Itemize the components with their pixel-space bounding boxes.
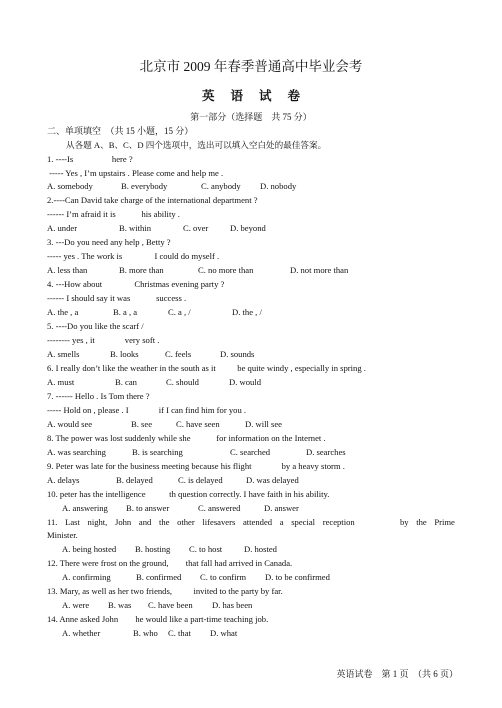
question-2-line-2: ------ I’m afraid it is his ability . bbox=[47, 209, 180, 219]
question-3-option-d: D. not more than bbox=[290, 265, 349, 275]
page-footer: 英语试卷 第 1 页 （共 6 页） bbox=[336, 669, 458, 679]
question-6-option-d: D. would bbox=[229, 377, 261, 387]
question-11-option-c: C. to host bbox=[189, 544, 223, 554]
question-7-option-d: D. will see bbox=[245, 419, 282, 429]
q11-w1: 11. bbox=[47, 517, 58, 527]
question-1-option-a: A. somebody bbox=[47, 181, 93, 191]
question-8-option-a: A. was searching bbox=[47, 447, 106, 457]
question-14-option-b: B. who bbox=[133, 628, 158, 638]
question-7-option-b: B. see bbox=[131, 419, 153, 429]
question-2-option-d: D. beyond bbox=[230, 223, 266, 233]
question-5-line-2: -------- yes , it very soft . bbox=[47, 335, 160, 345]
question-7-line-2: ----- Hold on , please . I if I can find him for you . bbox=[47, 405, 247, 415]
question-10-option-b: B. to answer bbox=[126, 503, 170, 513]
question-8-option-b: B. is searching bbox=[132, 447, 183, 457]
question-3-option-b: B. more than bbox=[119, 265, 164, 275]
question-4-option-b: B. a , a bbox=[113, 307, 138, 317]
question-2-option-a: A. under bbox=[47, 223, 78, 233]
question-9-stem: 9. Peter was late for the business meeting because his flight by a heavy storm . bbox=[47, 461, 345, 471]
question-5-option-d: D. sounds bbox=[220, 349, 255, 359]
question-11-stem: 11. Last night, John and the other lifesavers attended a special reception by the Prime bbox=[47, 517, 455, 527]
question-1-option-b: B. everybody bbox=[121, 181, 168, 191]
question-7-option-c: C. have seen bbox=[176, 419, 220, 429]
question-14-option-a: A. whether bbox=[62, 628, 101, 638]
question-13-option-c: C. have been bbox=[148, 600, 193, 610]
question-10-option-d: D. answer bbox=[264, 503, 299, 513]
question-13-option-b: B. was bbox=[108, 600, 132, 610]
question-10-stem: 10. peter has the intelligence th question correctly. I have faith in his ability. bbox=[47, 489, 330, 499]
question-8-stem: 8. The power was lost suddenly while she for information on the Internet . bbox=[47, 433, 326, 443]
question-11-option-b: B. hosting bbox=[135, 544, 171, 554]
part-heading: 第一部分（选择题 共 75 分） bbox=[190, 112, 312, 122]
question-12-option-a: A. confirming bbox=[62, 572, 111, 582]
question-10-option-a: A. answering bbox=[62, 503, 108, 513]
question-1-stem: 1. ----Is here ? bbox=[47, 154, 133, 164]
question-6-stem: 6. I really don’t like the weather in the south as it be quite windy , especially in spring . bbox=[47, 363, 366, 373]
question-3-line-2: ----- yes . The work is I could do myself . bbox=[47, 251, 220, 261]
question-9-option-a: A. delays bbox=[47, 475, 80, 485]
question-13-option-d: D. has been bbox=[212, 600, 253, 610]
question-4-option-d: D. the , / bbox=[232, 307, 262, 317]
question-3-stem: 3. ---Do you need any help , Betty ? bbox=[47, 237, 171, 247]
question-5-option-b: B. looks bbox=[110, 349, 139, 359]
question-14-option-c: C. that bbox=[168, 628, 191, 638]
question-13-option-a: A. were bbox=[62, 600, 90, 610]
question-12-option-b: B. confirmed bbox=[136, 572, 182, 582]
question-11-option-d: D. hosted bbox=[244, 544, 277, 554]
question-4-stem: 4. ---How about Christmas evening party ? bbox=[47, 279, 225, 289]
instruction-text: 从各题 A、B、C、D 四个选项中，选出可以填入空白处的最佳答案。 bbox=[66, 140, 327, 150]
question-9-option-d: D. was delayed bbox=[246, 475, 299, 485]
question-12-option-c: C. to confirm bbox=[200, 572, 247, 582]
subject-heading: 英语试卷 bbox=[201, 89, 316, 103]
exam-title: 北京市 2009 年春季普通高中毕业会考 bbox=[139, 59, 363, 74]
question-11-line-2: Minister. bbox=[47, 530, 78, 540]
question-7-stem: 7. ------ Hello . Is Tom there ? bbox=[47, 391, 150, 401]
question-6-option-b: B. can bbox=[115, 377, 137, 387]
question-6-option-c: C. should bbox=[166, 377, 199, 387]
question-11-option-a: A. being hosted bbox=[62, 544, 117, 554]
question-12-option-d: D. to be confirmed bbox=[265, 572, 330, 582]
question-9-option-c: C. is delayed bbox=[178, 475, 223, 485]
question-6-option-a: A. must bbox=[47, 377, 75, 387]
question-5-stem: 5. ----Do you like the scarf / bbox=[47, 321, 144, 331]
question-1-line-2: ----- Yes , I’m upstairs . Please come and help me . bbox=[47, 168, 224, 178]
question-14-stem: 14. Anne asked John he would like a part-time teaching job. bbox=[47, 614, 269, 624]
section-heading: 二、单项填空 （共 15 小题，15 分） bbox=[47, 126, 194, 136]
question-7-option-a: A. would see bbox=[47, 419, 93, 429]
question-4-option-a: A. the , a bbox=[47, 307, 79, 317]
question-5-option-a: A. smells bbox=[47, 349, 80, 359]
question-8-option-c: C. searched bbox=[230, 447, 271, 457]
question-3-option-a: A. less than bbox=[47, 265, 88, 275]
question-4-option-c: C. a , / bbox=[168, 307, 191, 317]
question-4-line-2: ------ I should say it was success . bbox=[47, 293, 187, 303]
question-14-option-d: D. what bbox=[210, 628, 238, 638]
question-10-option-c: C. answered bbox=[198, 503, 241, 513]
question-9-option-b: B. delayed bbox=[116, 475, 153, 485]
question-1-option-c: C. anybody bbox=[201, 181, 241, 191]
question-8-option-d: D. searches bbox=[306, 447, 346, 457]
question-1-option-d: D. nobody bbox=[260, 181, 297, 191]
question-2-option-b: B. within bbox=[119, 223, 151, 233]
question-12-stem: 12. There were frost on the ground, that fall had arrived in Canada. bbox=[47, 558, 293, 568]
question-5-option-c: C. feels bbox=[165, 349, 192, 359]
question-13-stem: 13. Mary, as well as her two friends, invited to the party by far. bbox=[47, 586, 283, 596]
question-3-option-c: C. no more than bbox=[198, 265, 254, 275]
question-2-stem: 2.----Can David take charge of the international department ? bbox=[47, 195, 258, 205]
question-2-option-c: C. over bbox=[183, 223, 209, 233]
